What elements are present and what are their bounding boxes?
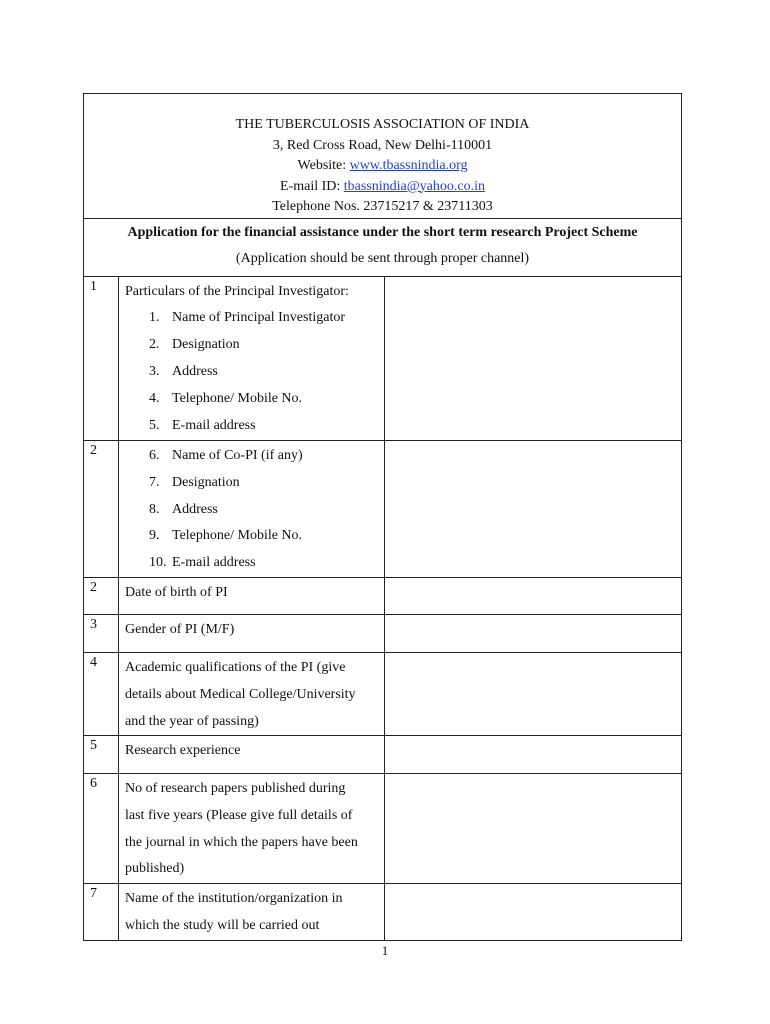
email-link[interactable]: tbassnindia@yahoo.co.in [343,178,485,194]
list-item-text: Address [172,501,218,517]
list-item [125,359,384,386]
table-row [84,440,682,578]
row-label [119,440,385,578]
list-item-number: 6. [149,447,160,463]
row-label-line: the journal in which the papers have been [125,834,358,850]
list-item-number: 7. [149,474,160,490]
row-number: 2 [84,578,119,615]
list-item-text: E-mail address [172,555,256,571]
page-number: 1 [381,943,389,958]
form-note: (Application should be sent through proper channel) [235,250,530,266]
row-label-line: last five years (Please give full details of [125,808,353,824]
list-item-text: Address [172,364,218,380]
row-number: 4 [84,653,119,736]
list-item-number: 4. [149,390,160,406]
row-label-line: details about Medical College/University [125,686,356,702]
website-label: Website: [297,158,350,173]
table-row [84,653,682,736]
list-item-number: 5. [149,417,160,433]
list-item [125,550,384,577]
email-label: E-mail ID: [280,178,344,194]
list-item-text: Telephone/ Mobile No. [172,390,303,406]
table-row [84,884,682,940]
answer-field[interactable] [385,653,682,736]
website-link[interactable]: www.tbassnindia.org [349,158,468,173]
email-line [84,177,681,198]
list-item [125,305,384,332]
list-item-number: 1. [149,310,160,326]
row-number: 2 [84,440,119,578]
table-row [84,736,682,774]
answer-field[interactable] [385,276,682,440]
list-item [125,470,384,497]
row-label [119,736,385,774]
answer-field[interactable] [385,578,682,615]
row-number: 5 [84,736,119,774]
row-number: 7 [84,884,119,940]
answer-field[interactable] [385,774,682,884]
list-item-number: 2. [149,337,160,353]
row-number: 6 [84,774,119,884]
list-item-number: 10. [149,555,167,571]
form-title: Application for the financial assistance under the short term research Project Scheme [127,224,638,240]
row-label [119,276,385,440]
organization-address: 3, Red Cross Road, New Delhi-110001 [272,137,493,153]
list-item [125,386,384,413]
list-item [125,413,384,440]
list-item [125,443,384,470]
answer-field[interactable] [385,615,682,653]
answer-field[interactable] [385,884,682,940]
list-item-text: Designation [172,337,240,353]
row-label-line: published) [125,861,185,877]
table-row [84,615,682,653]
row-label-line: which the study will be carried out [125,917,320,933]
website-line [84,156,681,177]
form-title-block [84,218,682,276]
answer-field[interactable] [385,440,682,578]
list-item [125,497,384,524]
list-item-text: Telephone/ Mobile No. [172,528,303,544]
list-item-text: Name of Principal Investigator [172,310,346,326]
telephone-line: Telephone Nos. 23715217 & 23711303 [272,199,493,214]
row-label-line: Date of birth of PI [125,585,228,601]
letterhead [84,94,682,219]
row-label [119,653,385,736]
list-item-number: 3. [149,364,160,380]
row-label-line: Research experience [125,743,241,759]
row-label-line: and the year of passing) [125,713,259,729]
row-heading: Particulars of the Principal Investigator: [125,283,349,299]
answer-field[interactable] [385,736,682,774]
list-item-number: 8. [149,501,160,517]
list-item-text: E-mail address [172,417,256,433]
list-item-text: Designation [172,474,240,490]
table-row [84,578,682,615]
table-row [84,774,682,884]
list-item [125,332,384,359]
row-label-line: No of research papers published during [125,781,346,797]
list-item-text: Name of Co-PI (if any) [172,447,303,463]
row-label-line: Gender of PI (M/F) [125,622,235,638]
table-row [84,276,682,440]
numbered-list [125,305,384,440]
form-rows [84,276,682,940]
application-form-table [83,93,682,941]
row-label-line: Name of the institution/organization in [125,891,343,907]
row-label [119,615,385,653]
organization-name: THE TUBERCULOSIS ASSOCIATION OF INDIA [235,117,530,132]
row-label [119,884,385,940]
row-number: 1 [84,276,119,440]
list-item [125,523,384,550]
row-label [119,578,385,615]
row-label [119,774,385,884]
row-number: 3 [84,615,119,653]
row-label-line: Academic qualifications of the PI (give [125,660,346,676]
list-item-number: 9. [149,528,160,544]
numbered-list [125,443,384,578]
